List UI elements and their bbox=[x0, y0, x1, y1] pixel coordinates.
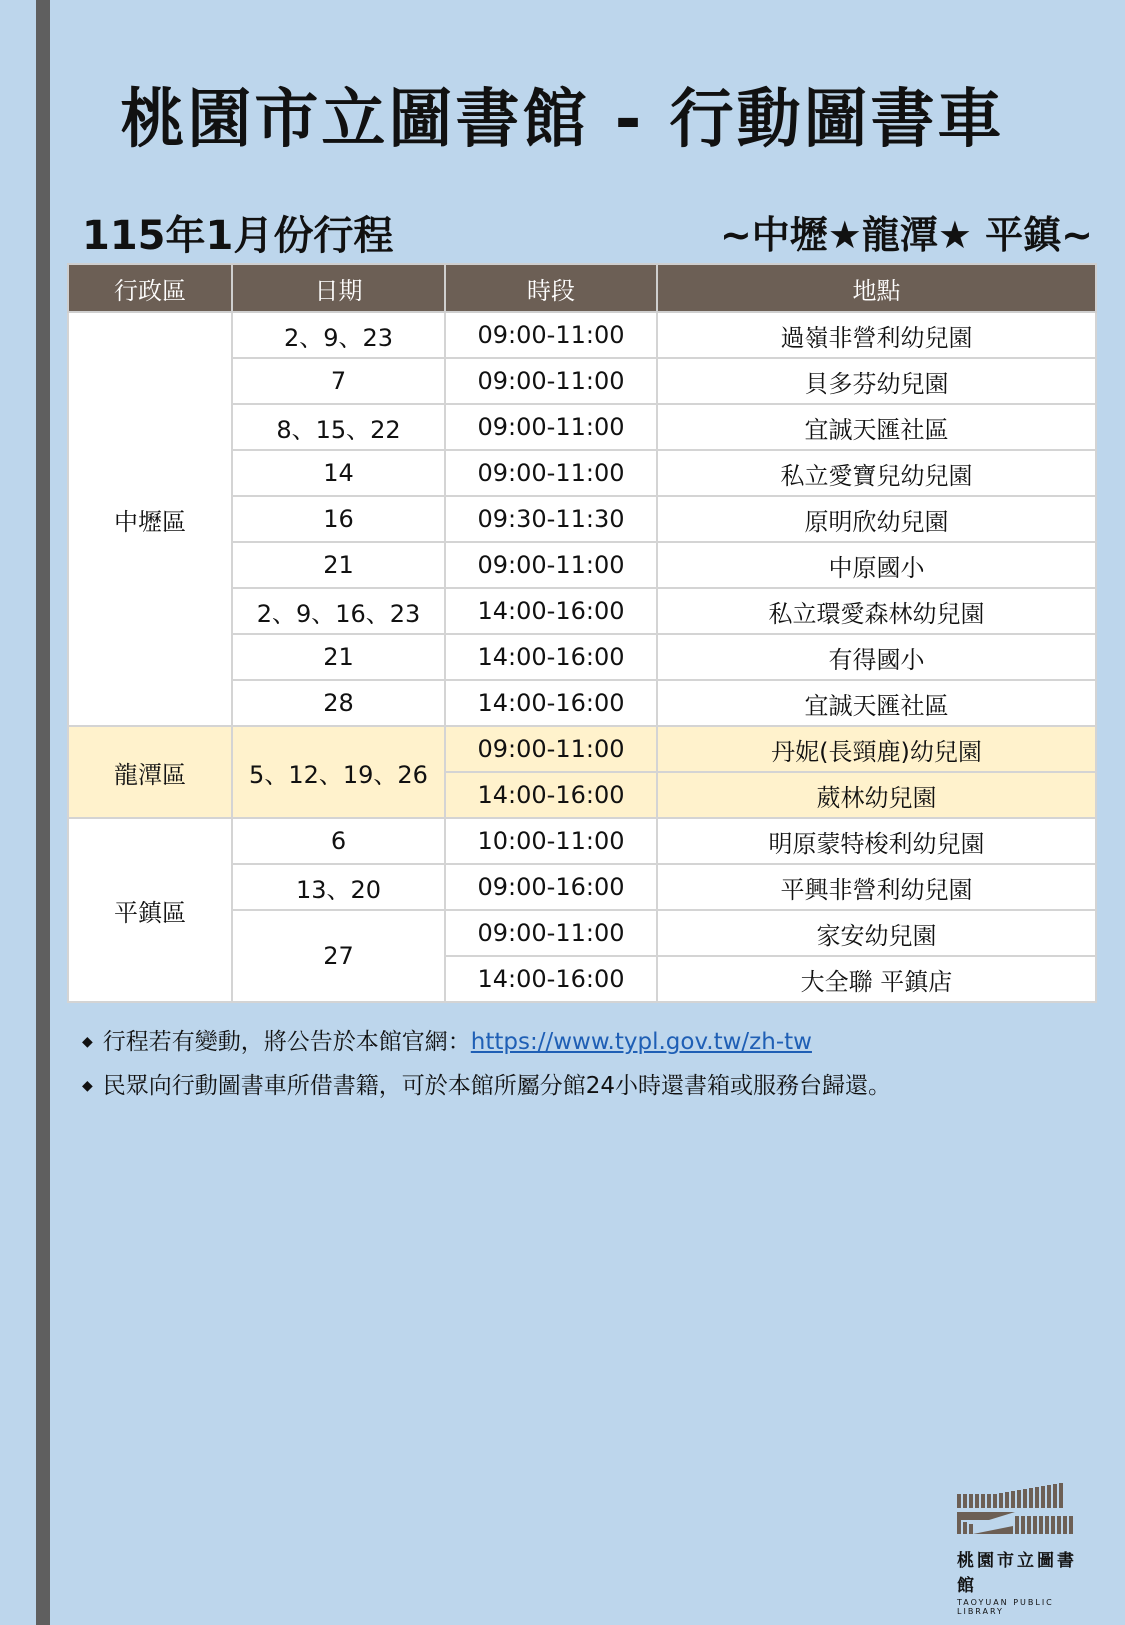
time-cell: 14:00-16:00 bbox=[445, 772, 657, 818]
note-change-text: 行程若有變動，將公告於本館官網： bbox=[102, 1029, 471, 1055]
place-cell: 明原蒙特梭利幼兒園 bbox=[657, 818, 1096, 864]
place-cell: 平興非營利幼兒園 bbox=[657, 864, 1096, 910]
place-cell: 原明欣幼兒園 bbox=[657, 496, 1096, 542]
date-cell: 21 bbox=[232, 542, 445, 588]
date-cell: 7 bbox=[232, 358, 445, 404]
date-cell: 13、20 bbox=[232, 864, 445, 910]
table-row bbox=[68, 818, 1096, 864]
diamond-bullet-icon: ◆ bbox=[82, 1034, 93, 1050]
notes bbox=[82, 1020, 891, 1108]
header-date: 日期 bbox=[232, 264, 445, 312]
time-cell: 09:00-11:00 bbox=[445, 542, 657, 588]
time-cell: 10:00-11:00 bbox=[445, 818, 657, 864]
time-cell: 09:30-11:30 bbox=[445, 496, 657, 542]
header-place: 地點 bbox=[657, 264, 1096, 312]
time-cell: 14:00-16:00 bbox=[445, 680, 657, 726]
place-cell: 有得國小 bbox=[657, 634, 1096, 680]
place-cell: 過嶺非營利幼兒園 bbox=[657, 312, 1096, 358]
website-link[interactable]: https://www.typl.gov.tw/zh-tw bbox=[470, 1029, 812, 1055]
note-return bbox=[82, 1064, 891, 1108]
library-logo-icon bbox=[955, 1482, 1083, 1538]
time-cell: 14:00-16:00 bbox=[445, 588, 657, 634]
time-cell: 09:00-11:00 bbox=[445, 726, 657, 772]
district-cell: 中壢區 bbox=[68, 312, 232, 726]
place-cell: 私立環愛森林幼兒園 bbox=[657, 588, 1096, 634]
library-logo bbox=[955, 1482, 1085, 1616]
header-time: 時段 bbox=[445, 264, 657, 312]
date-cell: 16 bbox=[232, 496, 445, 542]
time-cell: 09:00-11:00 bbox=[445, 358, 657, 404]
place-cell: 貝多芬幼兒園 bbox=[657, 358, 1096, 404]
place-cell: 宜誠天匯社區 bbox=[657, 404, 1096, 450]
diamond-bullet-icon: ◆ bbox=[82, 1078, 93, 1094]
time-cell: 09:00-16:00 bbox=[445, 864, 657, 910]
logo-name: 桃園市立圖書館 bbox=[957, 1551, 1077, 1596]
date-cell: 28 bbox=[232, 680, 445, 726]
table-row bbox=[68, 726, 1096, 772]
time-cell: 09:00-11:00 bbox=[445, 910, 657, 956]
side-bar bbox=[36, 0, 50, 1625]
date-cell: 14 bbox=[232, 450, 445, 496]
date-cell: 2、9、16、23 bbox=[232, 588, 445, 634]
date-cell: 27 bbox=[232, 910, 445, 1002]
date-cell: 2、9、23 bbox=[232, 312, 445, 358]
time-cell: 09:00-11:00 bbox=[445, 450, 657, 496]
table-header-row bbox=[68, 264, 1096, 312]
page-title: 桃園市立圖書館 - 行動圖書車 bbox=[120, 83, 1005, 157]
district-cell: 龍潭區 bbox=[68, 726, 232, 818]
logo-english: TAOYUAN PUBLIC LIBRARY bbox=[957, 1598, 1054, 1616]
time-cell: 09:00-11:00 bbox=[445, 404, 657, 450]
place-cell: 丹妮(長頸鹿)幼兒園 bbox=[657, 726, 1096, 772]
district-cell: 平鎮區 bbox=[68, 818, 232, 1002]
date-cell: 6 bbox=[232, 818, 445, 864]
time-cell: 14:00-16:00 bbox=[445, 956, 657, 1002]
time-cell: 09:00-11:00 bbox=[445, 312, 657, 358]
header-district: 行政區 bbox=[68, 264, 232, 312]
time-cell: 14:00-16:00 bbox=[445, 634, 657, 680]
schedule-month: 115年1月份行程 bbox=[82, 213, 394, 259]
date-cell: 8、15、22 bbox=[232, 404, 445, 450]
place-cell: 葳林幼兒園 bbox=[657, 772, 1096, 818]
place-cell: 家安幼兒園 bbox=[657, 910, 1096, 956]
date-cell: 21 bbox=[232, 634, 445, 680]
district-list: ~中壢★龍潭★ 平鎮~ bbox=[719, 213, 1093, 257]
place-cell: 中原國小 bbox=[657, 542, 1096, 588]
note-change bbox=[82, 1020, 891, 1064]
table-row bbox=[68, 312, 1096, 358]
note-return-text: 民眾向行動圖書車所借書籍，可於本館所屬分館24小時還書箱或服務台歸還。 bbox=[102, 1073, 892, 1099]
place-cell: 宜誠天匯社區 bbox=[657, 680, 1096, 726]
schedule-table bbox=[67, 263, 1097, 1003]
place-cell: 私立愛寶兒幼兒園 bbox=[657, 450, 1096, 496]
place-cell: 大全聯 平鎮店 bbox=[657, 956, 1096, 1002]
date-cell: 5、12、19、26 bbox=[232, 726, 445, 818]
